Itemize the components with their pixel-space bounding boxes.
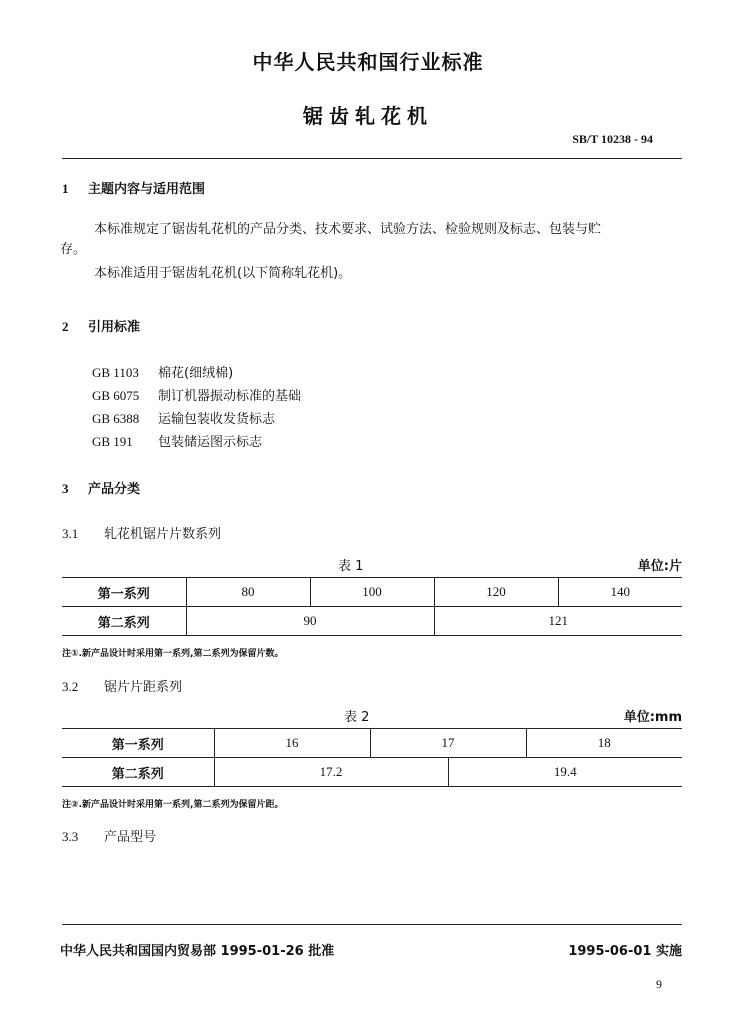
table-1-caption: 表 1 <box>338 559 364 574</box>
footer-rule <box>62 924 682 925</box>
section-1-heading <box>62 178 205 197</box>
row-label: 第一系列 <box>62 729 214 758</box>
implementation-date: 1995-06-01 实施 <box>568 944 682 959</box>
reference-code: GB 6388 <box>92 411 140 426</box>
table-cell: 19.4 <box>448 758 682 787</box>
section-number: 2 <box>62 319 69 334</box>
section-1-para2: 本标准适用于锯齿轧花机(以下简称轧花机)。 <box>94 266 352 281</box>
section-number: 3 <box>62 481 69 496</box>
subsection-3-3-heading <box>62 826 156 845</box>
table-cell: 140 <box>558 578 682 607</box>
subsection-3-1-heading <box>62 523 221 542</box>
table-cell: 16 <box>214 729 370 758</box>
section-title: 主题内容与适用范围 <box>88 182 206 197</box>
subsection-title: 产品型号 <box>104 830 157 845</box>
approval-line: 中华人民共和国国内贸易部 1995-01-26 批准 <box>60 944 335 959</box>
table-cell: 120 <box>434 578 558 607</box>
section-2-heading <box>62 316 140 335</box>
reference-item <box>92 408 275 427</box>
section-number: 1 <box>62 181 69 196</box>
section-3-heading <box>62 478 140 497</box>
table-1-unit: 单位:片 <box>637 559 682 574</box>
subsection-title: 锯片片距系列 <box>104 680 183 695</box>
reference-item <box>92 431 262 450</box>
subsection-number: 3.1 <box>62 526 79 541</box>
reference-item <box>92 385 301 404</box>
table-2-caption: 表 2 <box>344 710 370 725</box>
reference-title: 制订机器振动标准的基础 <box>158 389 302 404</box>
reference-code: GB 191 <box>92 434 133 449</box>
reference-title: 包装储运图示标志 <box>158 435 263 450</box>
subsection-number: 3.3 <box>62 829 79 844</box>
table-cell: 18 <box>526 729 682 758</box>
table-2 <box>62 728 682 787</box>
reference-title: 棉花(细绒棉) <box>158 366 234 381</box>
table-2-note: 注②.新产品设计时采用第一系列,第二系列为保留片距。 <box>62 800 284 810</box>
table-cell: 80 <box>186 578 310 607</box>
subsection-3-2-heading <box>62 676 182 695</box>
reference-code: GB 6075 <box>92 388 140 403</box>
section-title: 产品分类 <box>88 482 141 497</box>
subsection-number: 3.2 <box>62 679 79 694</box>
table-cell: 100 <box>310 578 434 607</box>
org-title: 中华人民共和国行业标准 <box>252 50 484 74</box>
section-1-para1-line2: 存。 <box>60 242 87 257</box>
reference-code: GB 1103 <box>92 365 139 380</box>
table-1-note: 注①.新产品设计时采用第一系列,第二系列为保留片数。 <box>62 649 284 659</box>
table-cell: 17 <box>370 729 526 758</box>
table-cell: 17.2 <box>214 758 448 787</box>
page-number: 9 <box>656 977 662 991</box>
row-label: 第二系列 <box>62 607 186 636</box>
subsection-title: 轧花机锯片片数系列 <box>104 527 222 542</box>
row-label: 第二系列 <box>62 758 214 787</box>
document-title: 锯齿轧花机 <box>303 104 433 128</box>
reference-item <box>92 362 233 381</box>
table-1 <box>62 577 682 636</box>
section-1-para1-line1: 本标准规定了锯齿轧花机的产品分类、技术要求、试验方法、检验规则及标志、包装与贮 <box>94 222 602 237</box>
table-2-unit: 单位:mm <box>623 710 682 725</box>
reference-title: 运输包装收发货标志 <box>158 412 276 427</box>
header-rule <box>62 158 682 159</box>
row-label: 第一系列 <box>62 578 186 607</box>
table-cell: 90 <box>186 607 434 636</box>
section-title: 引用标准 <box>88 320 141 335</box>
standard-number: SB/T 10238 - 94 <box>572 132 653 146</box>
table-cell: 121 <box>434 607 682 636</box>
